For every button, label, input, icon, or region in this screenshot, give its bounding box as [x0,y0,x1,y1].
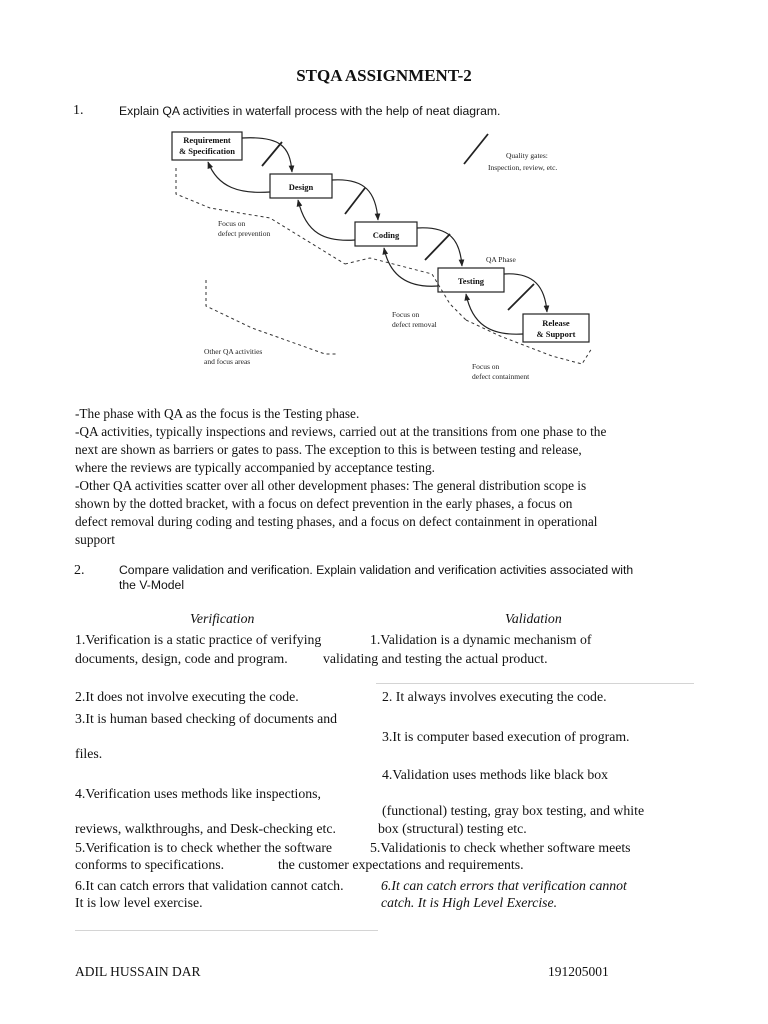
focus-removal-1: Focus on [392,310,420,319]
heading-verification: Verification [190,611,255,626]
question-2-number: 2. [74,563,85,578]
verification-point-5-cont: conforms to specifications. [75,857,225,872]
label-testing: Testing [457,276,485,286]
question-1-number: 1. [73,103,84,118]
arrow-coding-testing [417,228,462,266]
feedback-design-req [208,162,270,192]
answer-line-7: defect removal during coding and testing phases, and a focus on defect containment in operational [75,514,598,529]
answer-line-3: next are shown as barriers or gates to pass. The exception to this is between testing and release, [75,442,582,457]
validation-point-1: 1.Validation is a dynamic mechanism of [370,632,592,647]
verification-point-5: 5.Verification is to check whether the software [75,840,333,855]
gate-design-coding [345,188,365,214]
legend-inspection: Inspection, review, etc. [488,163,558,172]
focus-containment-2: defect containment [472,372,530,381]
qa-phase-label: QA Phase [486,255,516,264]
answer-line-4: where the reviews are typically accompanied by acceptance testing. [75,460,435,475]
answer-line-6: shown by the dotted bracket, with a focus on defect prevention in the early phases, a focus on [75,496,573,511]
label-design: Design [288,182,314,192]
bracket-prevention [176,168,345,264]
other-qa-2: and focus areas [204,357,251,366]
label-requirement-1: Requirement [183,135,231,145]
question-1-text: Explain QA activities in waterfall process with the help of neat diagram. [119,104,501,118]
other-qa-1: Other QA activities [204,347,263,356]
verification-point-1-cont: documents, design, code and program. [75,651,288,666]
verification-point-4-cont: reviews, walkthroughs, and Desk-checking etc. [75,821,336,836]
focus-containment-1: Focus on [472,362,500,371]
validation-point-4-end: box (structural) testing etc. [378,821,527,836]
focus-removal-2: defect removal [392,320,437,329]
legend-quality-gates: Quality gates: [506,151,548,160]
validation-point-6-cont: catch. It is High Level Exercise. [381,895,558,910]
feedback-release-testing [466,294,523,334]
waterfall-qa-diagram [170,124,600,386]
validation-point-2: 2. It always involves executing the code. [382,689,607,704]
gate-req-design [262,142,282,166]
arrow-req-design [242,138,292,172]
verification-point-6: 6.It can catch errors that validation cannot catch. [75,878,344,893]
page-title: STQA ASSIGNMENT-2 [296,66,472,85]
validation-point-3: 3.It is computer based execution of program. [382,729,630,744]
validation-point-5: 5.Validationis to check whether software meets [370,840,631,855]
verification-point-4: 4.Verification uses methods like inspections, [75,786,321,801]
answer-line-2: -QA activities, typically inspections and reviews, carried out at the transitions from one phase to the [75,424,607,439]
question-2-text-1: Compare validation and verification. Explain validation and verification activities associated with [119,563,634,577]
answer-line-1: -The phase with QA as the focus is the Testing phase. [75,406,360,421]
answer-line-5: -Other QA activities scatter over all other development phases: The general distribution scope is [75,478,587,493]
focus-prevention-1: Focus on [218,219,246,228]
focus-prevention-2: defect prevention [218,229,271,238]
verification-point-3: 3.It is human based checking of documents and [75,711,338,726]
verification-point-2: 2.It does not involve executing the code. [75,689,299,704]
divider-left [75,930,378,931]
verification-point-3-cont: files. [75,746,103,761]
label-coding: Coding [372,230,400,240]
feedback-coding-design [298,200,355,240]
question-2-text-2: the V-Model [119,578,185,592]
label-release-1: Release [542,318,570,328]
verification-point-1: 1.Verification is a static practice of verifying [75,632,322,647]
gate-coding-testing [425,234,450,260]
footer-name: ADIL HUSSAIN DAR [75,964,201,979]
label-requirement-2: & Specification [179,146,235,156]
validation-point-5-cont: the customer expectations and requirements. [278,857,524,872]
validation-point-4: 4.Validation uses methods like black box [382,767,609,782]
bracket-other [206,280,338,354]
validation-point-1-cont: validating and testing the actual product. [323,651,548,666]
validation-point-6: 6.It can catch errors that verification cannot [381,878,627,893]
validation-point-4-cont: (functional) testing, gray box testing, and white [382,803,645,818]
gate-testing-release [508,284,534,310]
verification-point-6-cont: It is low level exercise. [75,895,203,910]
label-release-2: & Support [536,329,576,339]
footer-roll-number: 191205001 [548,964,609,979]
answer-line-8: support [75,532,115,547]
heading-validation: Validation [505,611,562,626]
gate-legend [464,134,488,164]
divider-right [376,683,694,684]
